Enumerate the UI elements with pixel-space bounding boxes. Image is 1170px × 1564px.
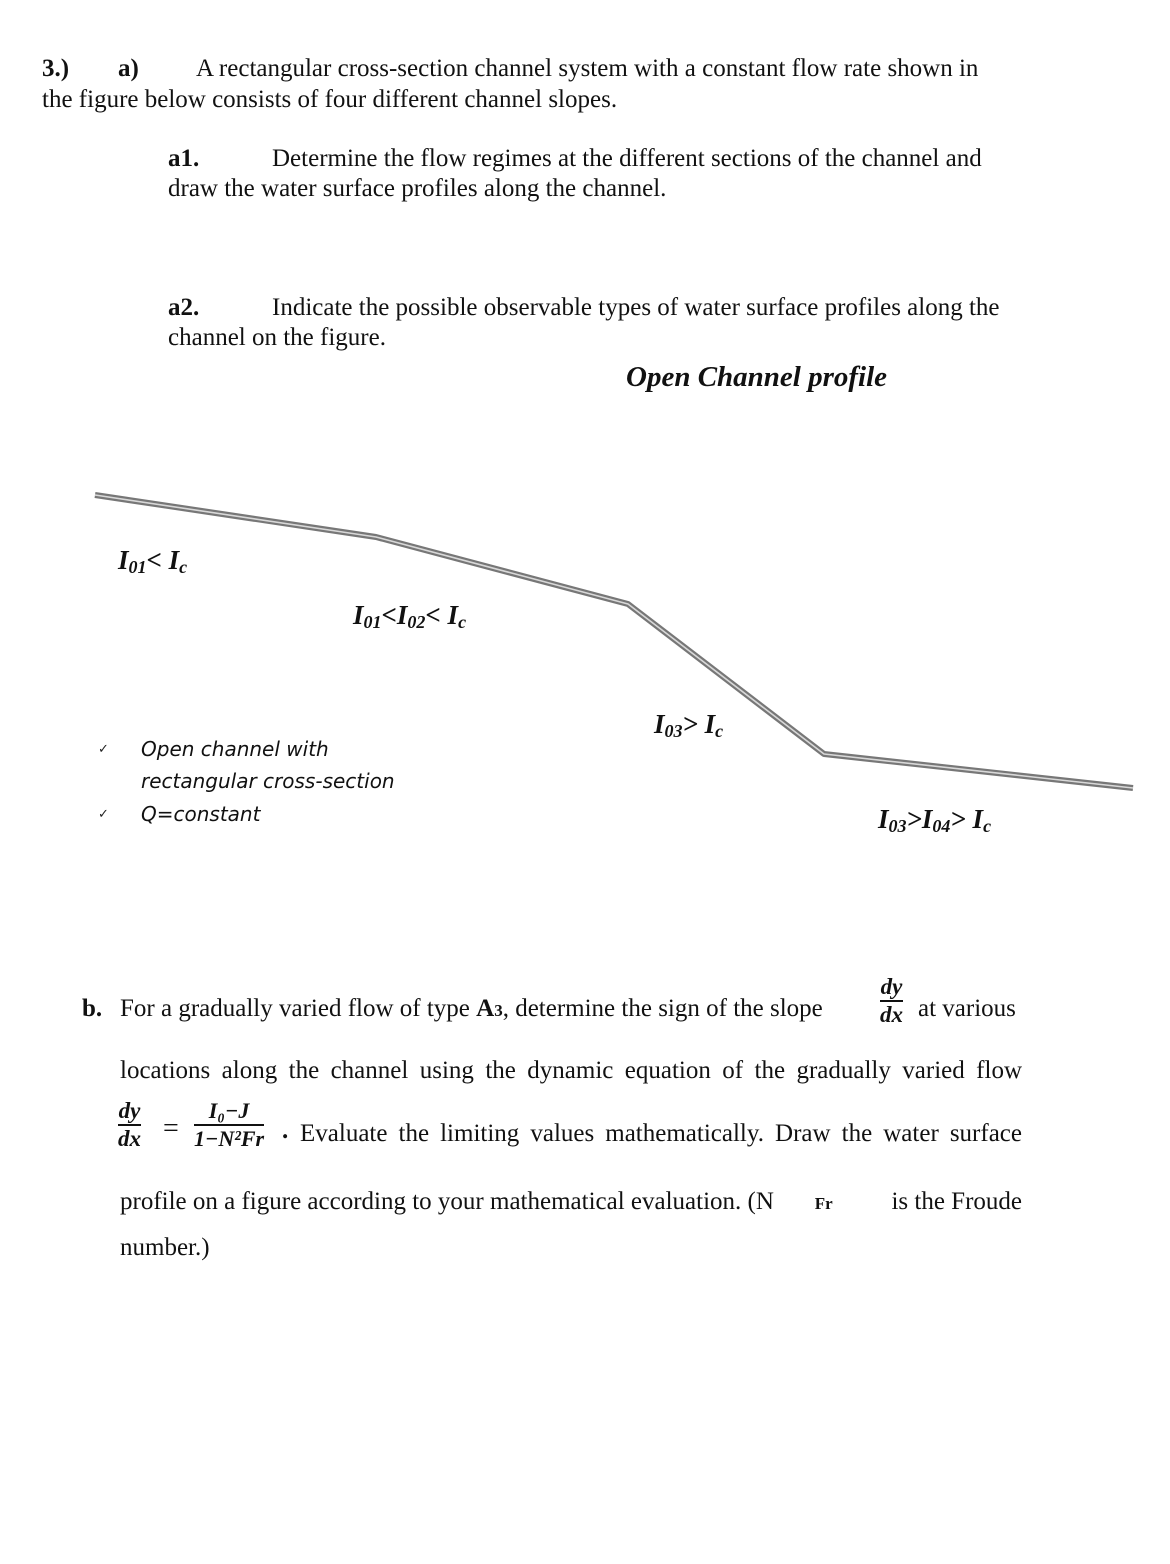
part-b-label: b. [82,995,103,1022]
slope-label-3: $I_{03}> I_c$ [654,709,724,741]
equation-dot: . [282,1117,289,1144]
part-b-line5: number.) [120,1234,210,1261]
a2-label: a2. [168,294,200,321]
a2-line1: Indicate the possible observable types of water surface profiles along the [272,294,1000,321]
question-number: 3.) [42,55,70,82]
part-b-line2: locations along the channel using the dynamic equation of the gradually varied flow [120,1057,1022,1084]
part-b-line3: Evaluate the limiting values mathematically. Draw the water surface [300,1120,1022,1147]
part-a-label: a) [118,55,139,82]
a1-line2: draw the water surface profiles along the channel. [168,175,667,202]
check-mark-icon: ✓ [98,807,109,822]
a2-line2: channel on the figure. [168,324,386,351]
part-b-line1-end: at various [918,995,1016,1022]
note-line2: rectangular cross-section [141,769,395,793]
part-a-line2: the figure below consists of four different channel slopes. [42,86,618,113]
part-b-line1: For a gradually varied flow of type A3, determine the sign of the slope [120,995,823,1022]
a1-label: a1. [168,145,200,172]
slope-label-2: $I_{01}<I_{02}< I_c$ [353,600,467,632]
equation-lhs: dy dx [118,1098,141,1151]
slope-label-1: $I_{01}< I_c$ [118,545,188,577]
slope-fraction: dy dx [880,974,903,1027]
a1-line1: Determine the flow regimes at the different sections of the channel and [272,145,982,172]
slope-label-4: $I_{03}>I_{04}> I_c$ [878,804,992,836]
note-line1: Open channel with [141,737,329,761]
note-line3: Q=constant [141,802,261,826]
check-mark-icon: ✓ [98,742,109,757]
equation-rhs: I₀−J 1−N²Fr [194,1098,265,1151]
figure-title: Open Channel profile [626,361,888,393]
part-a-line1: A rectangular cross-section channel system with a constant flow rate shown in [196,55,979,82]
equation-equals: = [163,1113,179,1144]
part-b-line4: profile on a figure according to your mathematical evaluation. (N Fr is the Froude [120,1188,1022,1215]
